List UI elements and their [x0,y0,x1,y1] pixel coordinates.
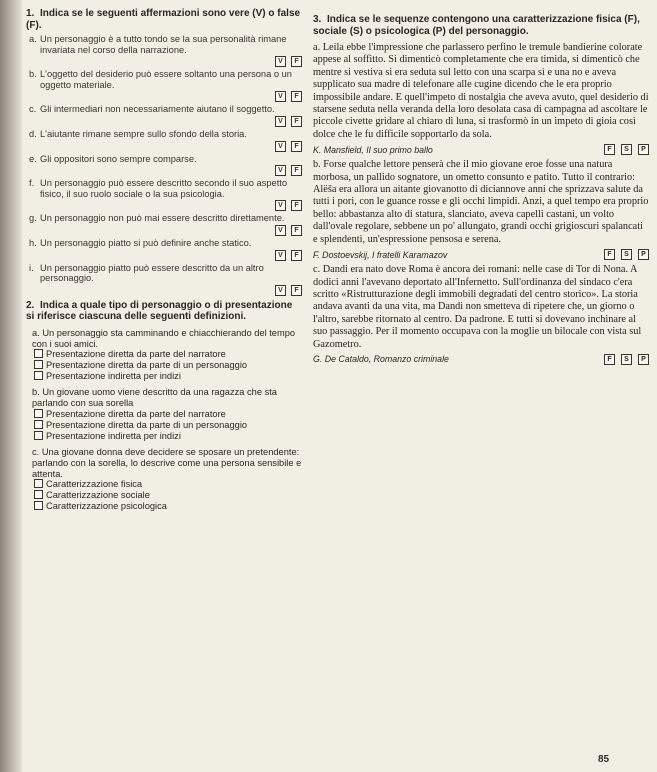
option-checkbox[interactable] [34,490,43,499]
true-checkbox[interactable]: V [275,116,286,127]
option-checkbox[interactable] [34,501,43,510]
option[interactable]: Presentazione diretta da parte del narratore [26,409,302,420]
list-item: b. L'oggetto del desiderio può essere soltanto una persona o un oggetto materiale. V F [26,69,302,102]
option[interactable]: Presentazione indiretta per indizi [26,371,302,382]
false-checkbox[interactable]: F [291,56,302,67]
list-item: a. Un personaggio è a tutto tondo se la sua personalità rimane invariata nel corso della narrazione. V F [26,34,302,67]
social-checkbox[interactable]: S [621,354,632,365]
option-checkbox[interactable] [34,371,43,380]
passage-a: a. Leila ebbe l'impressione che parlassero perfino le tremule bandierine colorate appese al soffitto. Si dimenticò completamente che era timida, si dimenticò che mentre si vestiva si era seduta sul letto con una scarpa sì e una no e aveva supplicato sua madre di telefonare alle cugine dicendo che le era proprio impossibile andare. E quell'impeto di nostalgia che aveva avuto, quel desiderio di starsene seduta nella veranda della loro desolata casa di campagna ad ascoltare le piccole civette gridare al chiaro di luna, si trasformò in un impeto di gioia così dolce che le fu difficile sopportarlo da sola. [313,42,649,140]
true-checkbox[interactable]: V [275,91,286,102]
physical-checkbox[interactable]: F [604,144,615,155]
option-checkbox[interactable] [34,479,43,488]
false-checkbox[interactable]: F [291,200,302,211]
option-checkbox[interactable] [34,431,43,440]
exercise-2-heading: 2. Indica a quale tipo di personaggio o di presentazione si riferisce ciascuna delle seguenti definizioni. [26,299,293,323]
page-number: 85 [598,754,610,765]
true-checkbox[interactable]: V [275,141,286,152]
true-checkbox[interactable]: V [275,200,286,211]
passage-c: c. Dandi era nato dove Roma è ancora dei romani: nelle case di Tor di Nona. A dodici anni l'avevano deportato all'Infernetto. Sull'ordinanza del sindaco c'era scritto «Ristrutturazione degli immobili degradati del centro storico». La storia andava avanti da una vita, ma Dandi non smetteva di ripetere che, un giorno o l'altro, sarebbe ritornato al centro. Da padrone. E tutti si dovevano inchinare al suo passaggio. Per il momento occupava con la moglie un bilocale con vista sul Gazometro. [313,264,642,350]
list-item: c. Gli intermediari non necessariamente aiutano il soggetto. V F [26,104,302,127]
list-item: g. Un personaggio non può mai essere descritto direttamente. V F [26,213,302,236]
psychological-checkbox[interactable]: P [638,249,649,260]
option-checkbox[interactable] [34,349,43,358]
false-checkbox[interactable]: F [291,250,302,261]
question-a: a. Un personaggio sta camminando e chiacchierando del tempo con i suoi amici. [32,327,296,349]
list-item: e. Gli oppositori sono sempre comparse. V F [26,154,302,177]
exercise-number: 1. [26,8,35,19]
social-checkbox[interactable]: S [621,249,632,260]
false-checkbox[interactable]: F [291,285,302,296]
psychological-checkbox[interactable]: P [638,144,649,155]
true-checkbox[interactable]: V [275,250,286,261]
physical-checkbox[interactable]: F [604,249,615,260]
social-checkbox[interactable]: S [621,144,632,155]
true-checkbox[interactable]: V [275,225,286,236]
list-item: h. Un personaggio piatto si può definire anche statico. V F [26,238,302,261]
option[interactable]: Caratterizzazione psicologica [26,501,302,512]
option-checkbox[interactable] [34,420,43,429]
exercise-3-heading: 3. Indica se le sequenze contengono una caratterizzazione fisica (F), sociale (S) o psicologica (P) del personaggio. [313,14,640,37]
left-column [26,8,302,512]
exercise-title: Indica se le seguenti affermazioni sono vere (V) o false (F). [26,8,301,31]
true-checkbox[interactable]: V [275,165,286,176]
list-item: i. Un personaggio piatto può essere descritto da un altro personaggio. V F [26,263,302,296]
false-checkbox[interactable]: F [291,116,302,127]
option[interactable]: Caratterizzazione sociale [26,490,302,501]
false-checkbox[interactable]: F [291,91,302,102]
false-checkbox[interactable]: F [291,165,302,176]
option[interactable]: Presentazione diretta da parte di un personaggio [26,360,302,371]
false-checkbox[interactable]: F [291,225,302,236]
false-checkbox[interactable]: F [291,141,302,152]
exercise-1-heading [26,8,302,31]
option-checkbox[interactable] [34,409,43,418]
list-item: d. L'aiutante rimane sempre sullo sfondo della storia. V F [26,129,302,152]
option[interactable]: Caratterizzazione fisica [26,479,302,490]
passage-source: K. Mansfield, Il suo primo ballo F S P [313,144,649,155]
psychological-checkbox[interactable]: P [638,354,649,365]
option[interactable]: Presentazione diretta da parte di un personaggio [26,420,302,431]
passage-source: F. Dostoevskij, I fratelli Karamazov F S P [313,249,649,260]
passage-source: G. De Cataldo, Romanzo criminale F S P [313,354,649,365]
question-b: b. Un giovane uomo viene descritto da una ragazza che sta parlando con sua sorella [32,387,277,409]
option[interactable]: Presentazione indiretta per indizi [26,431,302,442]
page-binding-shadow [0,0,22,772]
true-checkbox[interactable]: V [275,56,286,67]
true-checkbox[interactable]: V [275,285,286,296]
option-checkbox[interactable] [34,360,43,369]
question-c: c. Una giovane donna deve decidere se sposare un pretendente: parlando con la sorella, lo descrive come una persona sensibile e attenta. [32,446,302,479]
true-false-list [26,34,302,296]
list-item: f. Un personaggio può essere descritto secondo il suo aspetto fisico, il suo ruolo sociale o la sua psicologia. V F [26,178,302,211]
physical-checkbox[interactable]: F [604,354,615,365]
passage-b: b. Forse qualche lettore penserà che il mio giovane eroe fosse una natura morbosa, un pallido sognatore, un ometto consunto e patito. Tutto il contrario: Alëša era allora un aitante giovanotto di diciannove anni che sprizzava salute da tutti i pori, con le guance rosse e gli occhi limpidi. Anzi, a quel tempo era proprio bello: abbastanza alto di statura, slanciato, aveva capelli castani, un volto dall'ovale regolare, sebbene un po' allungato, grandi occhi grigioscuri spalancati e splendenti, un'espressione pensosa e serena. [313,159,649,245]
right-column [313,14,649,369]
option[interactable]: Presentazione diretta da parte del narratore [26,349,302,360]
